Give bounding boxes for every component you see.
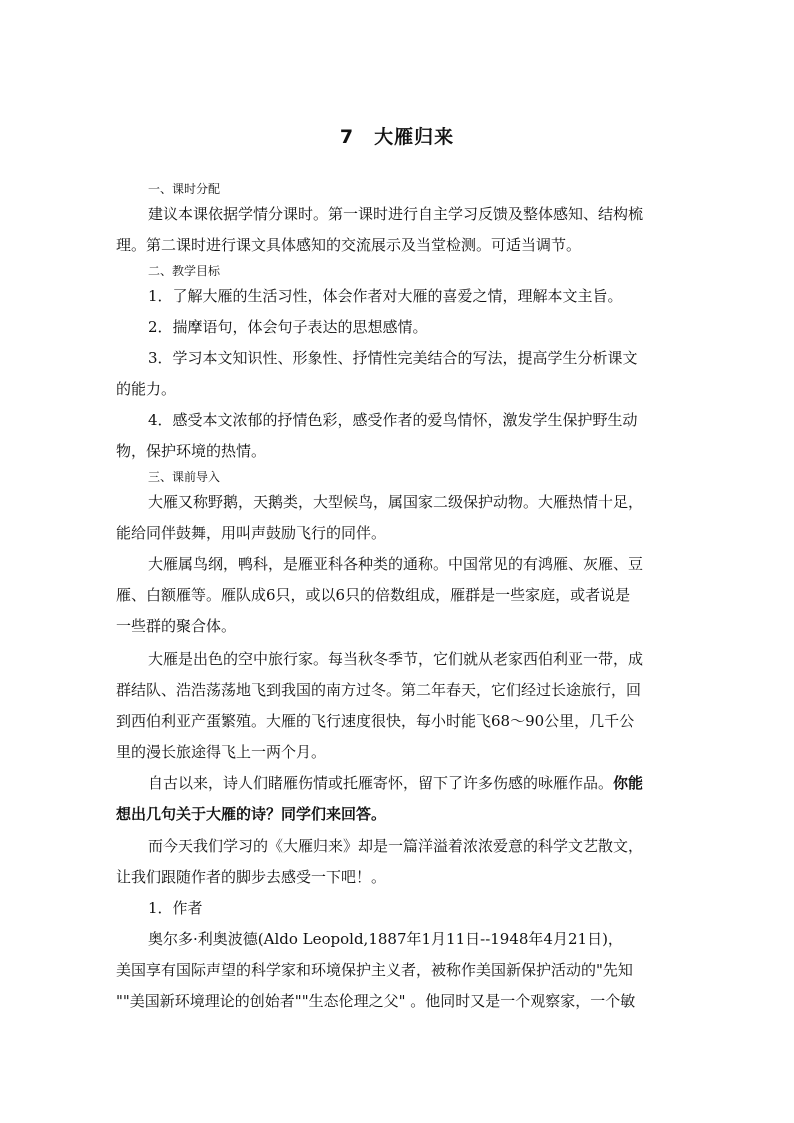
paragraph-line: 奥尔多·利奥波德(Aldo Leopold,1887年1月11日--1948年4月21日)，: [148, 930, 623, 948]
paragraph-line: 到西伯利亚产蛋繁殖。大雁的飞行速度很快，每小时能飞68～90公里，几千公: [116, 712, 635, 730]
paragraph-line: 大雁是出色的空中旅行家。每当秋冬季节，它们就从老家西伯利亚一带，成: [148, 650, 644, 668]
paragraph-line: 而今天我们学习的《大雁归来》却是一篇洋溢着浓浓爱意的科学文艺散文，: [148, 837, 644, 855]
objective-item: 物，保护环境的热情。: [116, 442, 267, 460]
bold-question: 想出几句关于大雁的诗？同学们来回答。: [116, 805, 387, 823]
objective-item: 的能力。: [116, 380, 177, 398]
paragraph-line: 雁、白额雁等。雁队成6只，或以6只的倍数组成，雁群是一些家庭，或者说是: [116, 586, 631, 604]
text-run: 自古以来，诗人们睹雁伤情或托雁寄怀，留下了许多伤感的咏雁作品。: [148, 774, 614, 792]
section-heading-objectives: 二、教学目标: [148, 264, 221, 278]
objective-item: 2．揣摩语句，体会句子表达的思想感情。: [148, 318, 428, 336]
paragraph-line: 能给同伴鼓舞，用叫声鼓励飞行的同伴。: [116, 524, 387, 542]
paragraph-line: [148, 772, 643, 793]
objective-item: 4．感受本文浓郁的抒情色彩，感受作者的爱鸟情怀，激发学生保护野生动: [148, 411, 638, 429]
paragraph-line: 大雁又称野鹅，天鹅类，大型候鸟，属国家二级保护动物。大雁热情十足，: [148, 493, 644, 511]
paragraph-line: 一些群的聚合体。: [116, 617, 237, 635]
objective-item: 1．了解大雁的生活习性，体会作者对大雁的喜爱之情，理解本文主旨。: [148, 287, 623, 305]
section-heading-intro: 三、课前导入: [148, 470, 221, 484]
paragraph-line: 群结队、浩浩荡荡地飞到我国的南方过冬。第二年春天，它们经过长途旅行，回: [116, 681, 642, 699]
page-title: 7 大雁归来: [339, 126, 455, 148]
paragraph-line: 理。第二课时进行课文具体感知的交流展示及当堂检测。可适当调节。: [116, 236, 582, 254]
objective-item: 3．学习本文知识性、形象性、抒情性完美结合的写法，提高学生分析课文: [148, 349, 638, 367]
paragraph-line: 美国享有国际声望的科学家和环境保护主义者，被称作美国新保护活动的"先知: [116, 961, 633, 979]
bold-question: 你能: [613, 774, 644, 792]
paragraph-line: 里的漫长旅途得飞上一两个月。: [116, 743, 327, 761]
paragraph-line: [116, 803, 386, 824]
paragraph-line: 大雁属鸟纲，鸭科，是雁亚科各种类的通称。中国常见的有鸿雁、灰雁、豆: [148, 555, 644, 573]
paragraph-line: ""美国新环境理论的创始者""生态伦理之父" 。他同时又是一个观察家，一个敏: [116, 992, 636, 1010]
paragraph-line: 让我们跟随作者的脚步去感受一下吧！。: [116, 868, 387, 886]
subsection-heading-author: 1．作者: [148, 899, 203, 917]
paragraph-line: 建议本课依据学情分课时。第一课时进行自主学习反馈及整体感知、结构梳: [148, 205, 644, 223]
section-heading-schedule: 一、课时分配: [148, 182, 221, 196]
